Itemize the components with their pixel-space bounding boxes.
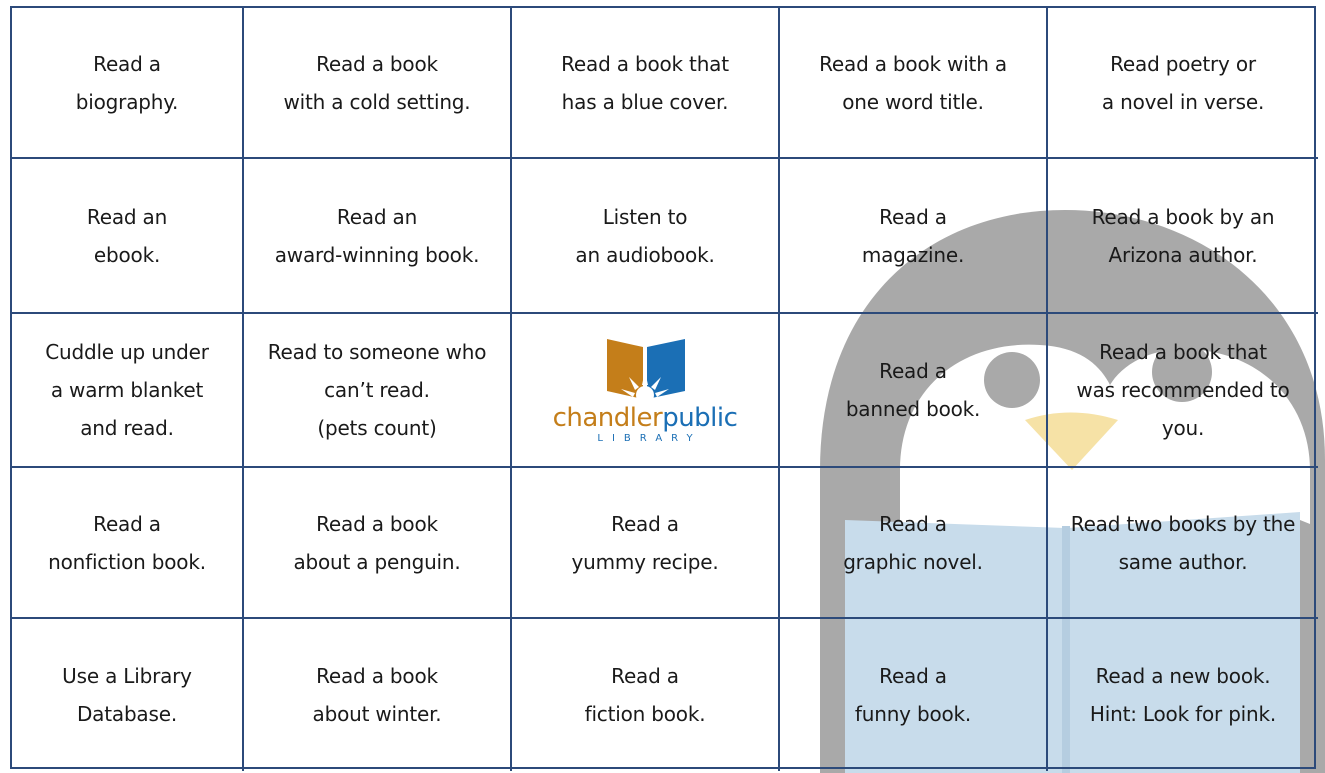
bingo-square[interactable] — [12, 8, 244, 159]
bingo-square-text: Read two books by the same author. — [1070, 511, 1296, 574]
bingo-square-text: Read an ebook. — [86, 204, 168, 267]
bingo-square-text: Read a new book. Hint: Look for pink. — [1089, 664, 1277, 726]
bingo-square[interactable] — [780, 468, 1048, 619]
logo-subtitle: LIBRARY — [597, 432, 702, 444]
chandler-public-library-logo — [553, 337, 738, 444]
bingo-square-text: Read a book about a penguin. — [293, 511, 461, 574]
bingo-square[interactable] — [244, 468, 512, 619]
bingo-square-text: Read a graphic novel. — [843, 511, 983, 574]
bingo-square-text: Read a book with a one word title. — [819, 51, 1007, 114]
bingo-square-text: Read a book that was recommended to you. — [1076, 340, 1290, 440]
bingo-grid — [10, 6, 1316, 769]
bingo-square-text: Read a book about winter. — [312, 664, 442, 726]
bingo-square[interactable] — [512, 468, 780, 619]
bingo-square[interactable] — [512, 8, 780, 159]
bingo-square[interactable] — [1048, 314, 1318, 468]
bingo-square[interactable] — [244, 314, 512, 468]
bingo-square[interactable] — [12, 619, 244, 771]
bingo-square-text: Read a funny book. — [854, 664, 972, 726]
bingo-square-text: Read a yummy recipe. — [571, 511, 719, 574]
bingo-square-text: Read a banned book. — [845, 359, 981, 421]
bingo-square[interactable] — [244, 159, 512, 314]
bingo-square[interactable] — [780, 619, 1048, 771]
bingo-square[interactable] — [780, 8, 1048, 159]
open-book-sun-logo-icon — [599, 337, 691, 399]
bingo-square[interactable] — [512, 619, 780, 771]
bingo-square[interactable] — [244, 619, 512, 771]
bingo-square-text: Read a fiction book. — [584, 664, 706, 726]
bingo-square-text: Read to someone who can’t read. (pets count) — [267, 340, 487, 440]
bingo-square-text: Read a book that has a blue cover. — [561, 51, 729, 114]
bingo-square[interactable] — [244, 8, 512, 159]
bingo-square[interactable] — [780, 159, 1048, 314]
bingo-square[interactable] — [1048, 468, 1318, 619]
bingo-square-text: Read an award-winning book. — [274, 204, 480, 267]
bingo-square[interactable] — [1048, 619, 1318, 771]
bingo-square[interactable] — [780, 314, 1048, 468]
bingo-square-text: Read a magazine. — [861, 204, 965, 267]
bingo-square-text: Listen to an audiobook. — [575, 204, 715, 267]
bingo-square-text: Cuddle up under a warm blanket and read. — [45, 340, 209, 440]
bingo-square[interactable] — [512, 159, 780, 314]
bingo-square-text: Read a book by an Arizona author. — [1091, 204, 1275, 267]
bingo-square[interactable] — [12, 314, 244, 468]
bingo-square[interactable] — [1048, 8, 1318, 159]
logo-wordmark: chandlerpublic — [552, 402, 738, 433]
bingo-square[interactable] — [12, 468, 244, 619]
bingo-square-text: Read a book with a cold setting. — [283, 51, 471, 114]
bingo-square[interactable] — [1048, 159, 1318, 314]
bingo-square[interactable] — [12, 159, 244, 314]
bingo-square-text: Use a Library Database. — [62, 664, 192, 726]
bingo-square-text: Read poetry or a novel in verse. — [1101, 51, 1265, 114]
bingo-square-text: Read a biography. — [75, 51, 179, 114]
bingo-square-text: Read a nonfiction book. — [48, 511, 206, 574]
bingo-free-square-logo — [512, 314, 780, 468]
